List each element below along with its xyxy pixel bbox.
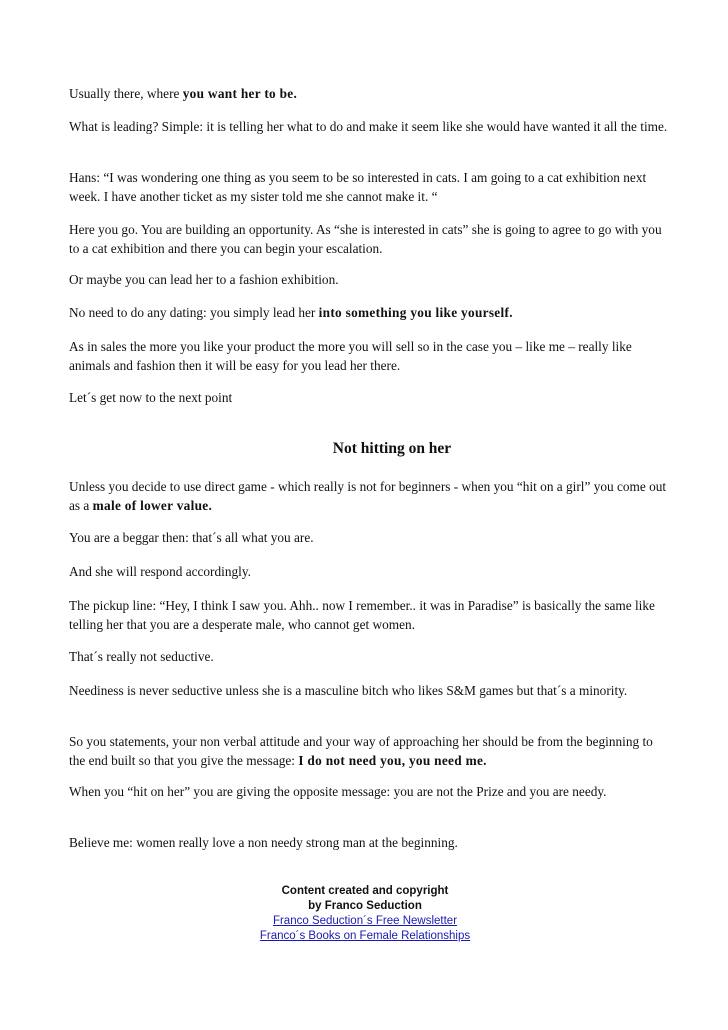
- paragraph-beggar: You are a beggar then: that´s all what you are.: [69, 530, 314, 545]
- section-heading: Not hitting on her: [332, 440, 452, 457]
- footer-copyright: Content created and copyright: [281, 885, 449, 897]
- newsletter-link[interactable]: Franco Seduction´s Free Newsletter: [272, 915, 458, 927]
- paragraph-next-point: Let´s get now to the next point: [69, 390, 233, 405]
- paragraph-opposite: When you “hit on her” you are giving the opposite message: you are not the Prize and you are needy.: [69, 784, 607, 799]
- paragraph-where: Usually there, where you want her to be.: [69, 86, 298, 101]
- footer-author: by Franco Seduction: [308, 900, 422, 912]
- paragraph-fashion: Or maybe you can lead her to a fashion exhibition.: [69, 272, 339, 287]
- bold-phrase: I do not need you, you need me.: [298, 753, 487, 768]
- footer: [200, 884, 530, 944]
- bold-phrase: you want her to be.: [182, 86, 298, 101]
- paragraph-not-seductive: That´s really not seductive.: [69, 649, 214, 664]
- bold-phrase: male of lower value.: [92, 498, 213, 513]
- paragraph-statements: So you statements, your non verbal attitude and your way of approaching her should be from the beginning to the end built so that you give the message: I do not need you, you need me.: [69, 734, 653, 768]
- paragraph-pickup-line: The pickup line: “Hey, I think I saw you. Ahh.. now I remember.. it was in Paradise” is basically the same like telling her that you are a desperate male, who cannot get women.: [69, 598, 655, 632]
- paragraph-leading: What is leading? Simple: it is telling her what to do and make it seem like she would have wanted it all the time.: [69, 119, 668, 134]
- paragraph-no-dating: No need to do any dating: you simply lead her into something you like yourself.: [69, 305, 513, 320]
- paragraph-opportunity: Here you go. You are building an opportunity. As “she is interested in cats” she is going to agree to go with you to a cat exhibition and there you can begin your escalation.: [69, 222, 662, 256]
- paragraph-believe: Believe me: women really love a non needy strong man at the beginning.: [69, 835, 458, 850]
- paragraph-sales: As in sales the more you like your product the more you will sell so in the case you – like me – really like animals and fashion then it will be easy for you lead her there.: [69, 339, 632, 373]
- books-link[interactable]: Franco´s Books on Female Relationships: [259, 930, 471, 942]
- paragraph-hans: Hans: “I was wondering one thing as you seem to be so interested in cats. I am going to a cat exhibition next week. I have another ticket as my sister told me she cannot make it. “: [69, 170, 647, 204]
- paragraph-neediness: Neediness is never seductive unless she is a masculine bitch who likes S&M games but that´s a minority.: [69, 683, 628, 698]
- paragraph-direct-game: Unless you decide to use direct game - which really is not for beginners - when you “hit on a girl” you come out as a male of lower value.: [69, 479, 667, 513]
- bold-phrase: into something you like yourself.: [318, 305, 513, 320]
- paragraph-respond: And she will respond accordingly.: [69, 564, 251, 579]
